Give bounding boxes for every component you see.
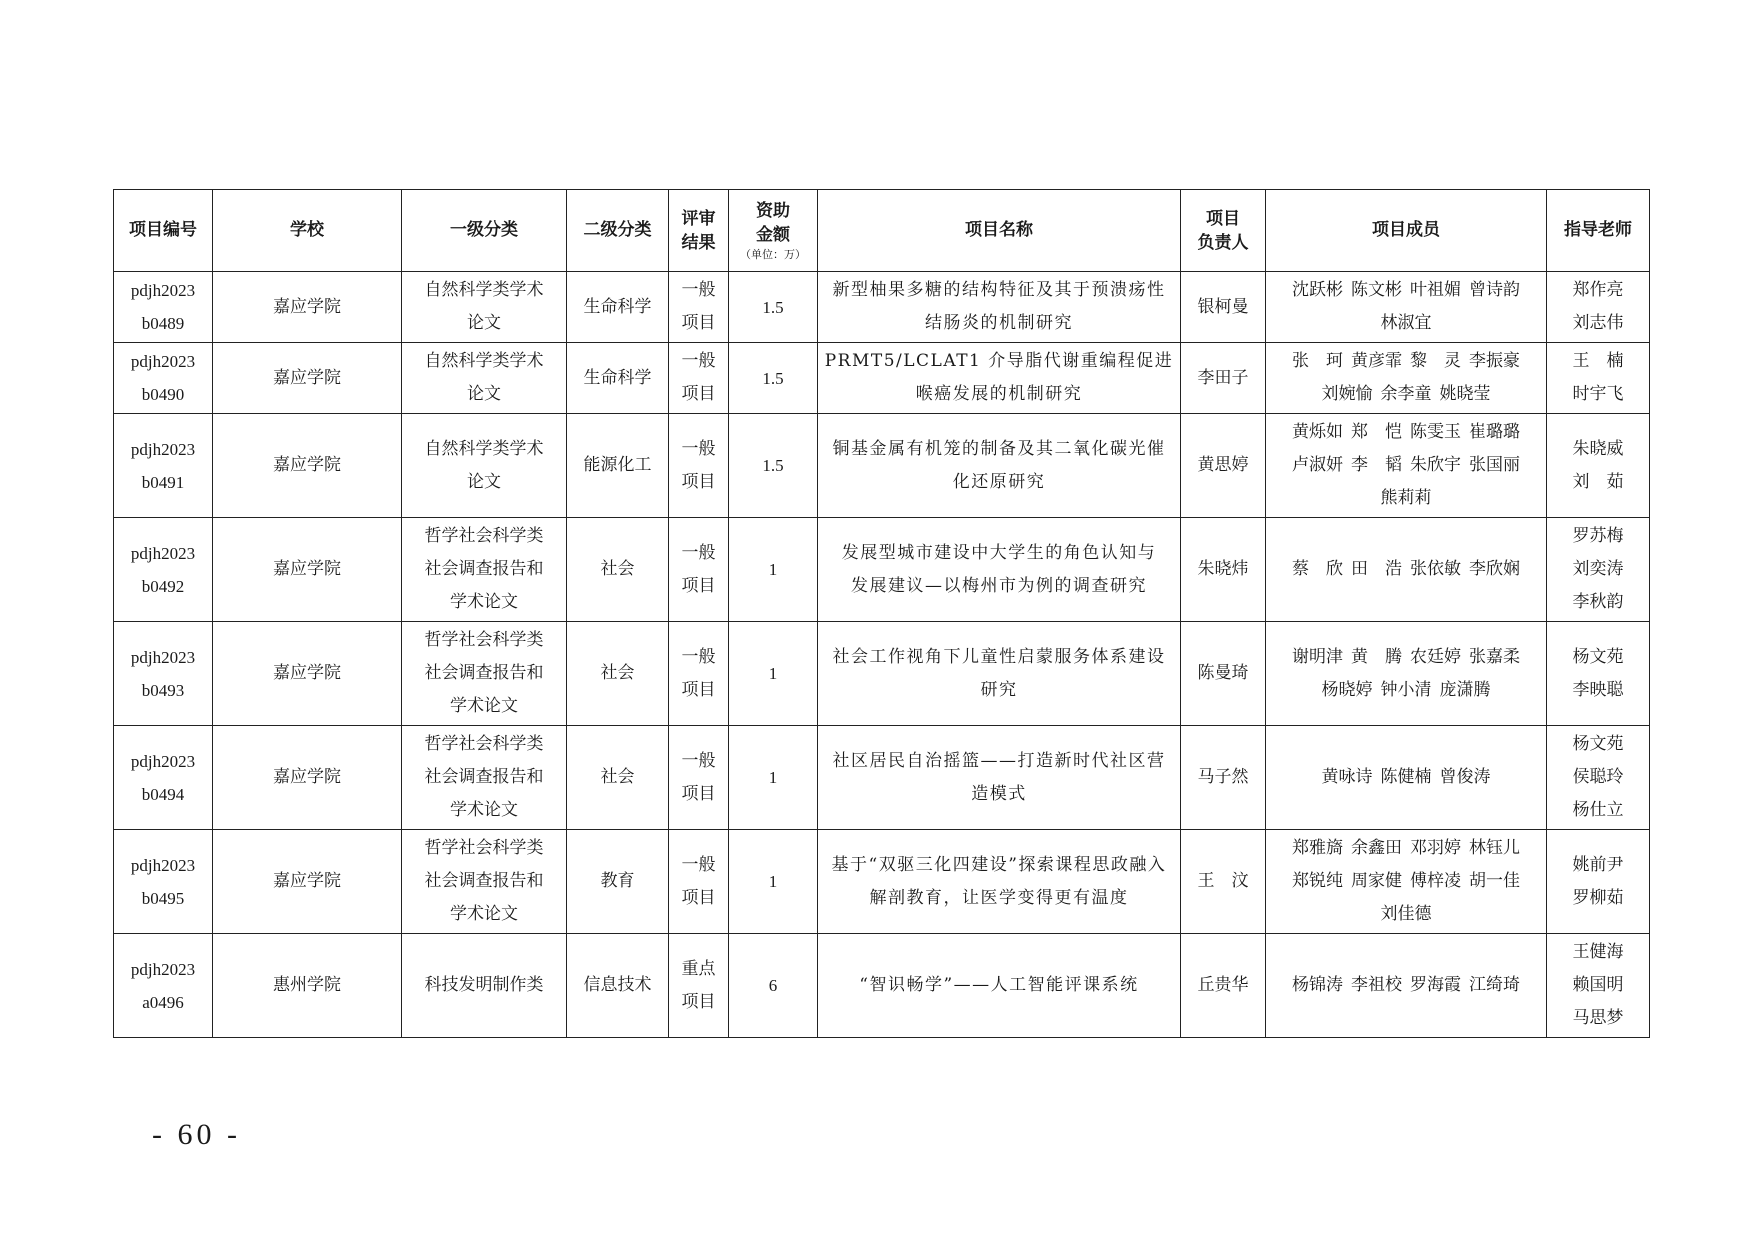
category-2-cell: 教育 <box>567 830 669 934</box>
leader-cell: 李田子 <box>1181 343 1266 414</box>
advisor-name: 王 楠 <box>1572 351 1624 371</box>
category-1-line: 学术论文 <box>450 904 518 924</box>
advisor-cell <box>1547 830 1650 934</box>
advisor-name: 杨文苑 <box>1572 734 1624 754</box>
leader-cell: 丘贵华 <box>1181 934 1266 1038</box>
category-1-line: 哲学社会科学类 <box>424 838 544 858</box>
members-cell <box>1266 726 1547 830</box>
member-name: 田 浩 <box>1351 559 1402 579</box>
member-name: 郑雅旖 <box>1292 838 1343 858</box>
project-name-cell <box>818 272 1181 343</box>
table-row <box>114 518 1650 622</box>
result-cell <box>669 343 729 414</box>
member-name: 胡一佳 <box>1469 871 1520 891</box>
member-name: 黄烁如 <box>1292 422 1343 442</box>
advisor-name: 刘奕涛 <box>1572 559 1624 579</box>
amount-cell: 1.5 <box>729 343 818 414</box>
project-name-line: 基于“双驱三化四建设”探索课程思政融入 <box>831 854 1167 875</box>
project-table <box>113 189 1650 1038</box>
table-row <box>114 414 1650 518</box>
project-code-cell <box>114 622 213 726</box>
header-school: 学校 <box>213 190 402 272</box>
member-name: 卢淑妍 <box>1292 455 1343 475</box>
header-result-line: 结果 <box>681 232 716 253</box>
member-name: 陈雯玉 <box>1410 422 1461 442</box>
header-amount-unit: （单位：万） <box>740 247 806 261</box>
member-name: 周家健 <box>1351 871 1402 891</box>
school-cell: 嘉应学院 <box>213 272 402 343</box>
project-code-line: pdjh2023 <box>130 751 196 771</box>
advisor-name: 姚前尹 <box>1572 854 1624 875</box>
project-name-line: 解剖教育，让医学变得更有温度 <box>869 887 1129 908</box>
advisor-name: 杨文苑 <box>1572 646 1624 667</box>
header-amount-line: 金额 <box>756 224 790 245</box>
category-1-line: 论文 <box>467 384 501 404</box>
result-line: 项目 <box>681 991 716 1012</box>
project-name-cell <box>818 934 1181 1038</box>
category-1-line: 自然科学类学术 <box>424 438 544 459</box>
project-code-line: b0492 <box>141 576 185 596</box>
category-2-cell: 生命科学 <box>567 272 669 343</box>
header-leader-line: 项目 <box>1206 208 1240 229</box>
member-name: 余鑫田 <box>1351 838 1402 858</box>
project-name-line: 发展建议—以梅州市为例的调查研究 <box>851 575 1147 596</box>
member-name: 叶祖媚 <box>1410 280 1461 300</box>
table-row <box>114 830 1650 934</box>
leader-cell: 王 汶 <box>1181 830 1266 934</box>
leader-cell: 黄思婷 <box>1181 414 1266 518</box>
member-name: 蔡 欣 <box>1292 559 1343 579</box>
result-line: 项目 <box>681 887 716 908</box>
result-cell <box>669 272 729 343</box>
project-name-line: 新型柚果多糖的结构特征及其于预溃疡性 <box>832 280 1166 300</box>
member-name: 曾俊涛 <box>1439 767 1491 787</box>
members-cell <box>1266 343 1547 414</box>
member-name: 李振豪 <box>1469 351 1520 371</box>
category-1-cell <box>402 272 567 343</box>
category-1-line: 学术论文 <box>450 800 518 820</box>
member-name: 刘婉愉 <box>1321 384 1373 404</box>
members-cell <box>1266 622 1547 726</box>
category-1-cell <box>402 414 567 518</box>
project-name-line: “智识畅学”——人工智能评课系统 <box>859 975 1139 995</box>
member-name: 张 珂 <box>1292 351 1343 371</box>
project-code-line: pdjh2023 <box>130 959 196 979</box>
advisor-name: 赖国明 <box>1572 975 1624 995</box>
category-1-line: 论文 <box>467 313 501 333</box>
member-name: 李 韬 <box>1351 455 1402 475</box>
project-code-line: a0496 <box>142 992 184 1012</box>
advisor-name: 杨仕立 <box>1572 800 1624 820</box>
category-1-line: 哲学社会科学类 <box>424 526 544 546</box>
members-line <box>1272 449 1540 482</box>
members-cell <box>1266 272 1547 343</box>
category-1-line: 学术论文 <box>450 696 518 716</box>
project-name-line: 铜基金属有机笼的制备及其二氧化碳光催 <box>832 438 1166 459</box>
members-line <box>1272 761 1540 794</box>
header-category-2: 二级分类 <box>567 190 669 272</box>
members-line <box>1272 641 1540 674</box>
header-leader-line: 负责人 <box>1197 232 1249 253</box>
project-code-line: b0494 <box>141 784 185 804</box>
leader-cell: 陈曼琦 <box>1181 622 1266 726</box>
category-1-cell <box>402 622 567 726</box>
member-name: 曾诗韵 <box>1469 280 1520 300</box>
category-1-cell <box>402 830 567 934</box>
member-name: 傅梓凌 <box>1410 871 1461 891</box>
category-1-line: 学术论文 <box>450 592 518 612</box>
project-code-cell <box>114 272 213 343</box>
table-row <box>114 622 1650 726</box>
member-name: 农廷婷 <box>1410 646 1461 667</box>
school-cell: 嘉应学院 <box>213 622 402 726</box>
result-cell <box>669 414 729 518</box>
member-name: 谢明津 <box>1292 646 1343 667</box>
project-name-line: 喉癌发展的机制研究 <box>915 384 1083 404</box>
project-code-line: pdjh2023 <box>130 543 196 563</box>
project-name-cell <box>818 343 1181 414</box>
advisor-name: 马思梦 <box>1572 1008 1624 1028</box>
school-cell: 惠州学院 <box>213 934 402 1038</box>
project-name-line: 社区居民自治摇篮——打造新时代社区营 <box>832 750 1166 771</box>
result-cell <box>669 622 729 726</box>
category-1-line: 哲学社会科学类 <box>424 630 544 650</box>
members-line <box>1272 416 1540 449</box>
advisor-cell <box>1547 622 1650 726</box>
result-line: 一般 <box>681 280 716 300</box>
project-code-line: b0495 <box>141 888 185 908</box>
member-name: 邓羽婷 <box>1410 838 1461 858</box>
header-members: 项目成员 <box>1266 190 1547 272</box>
header-leader <box>1181 190 1266 272</box>
members-line <box>1272 307 1540 340</box>
member-name: 李欣娴 <box>1469 559 1520 579</box>
project-code-cell <box>114 518 213 622</box>
leader-cell: 朱晓炜 <box>1181 518 1266 622</box>
members-line <box>1272 482 1540 515</box>
advisor-name: 刘 茹 <box>1572 471 1624 492</box>
advisor-name: 侯聪玲 <box>1572 767 1624 787</box>
advisor-cell <box>1547 934 1650 1038</box>
result-line: 项目 <box>681 384 716 404</box>
member-name: 张依敏 <box>1410 559 1461 579</box>
advisor-name: 李映聪 <box>1572 679 1624 700</box>
table-row <box>114 726 1650 830</box>
member-name: 罗海霞 <box>1410 975 1461 995</box>
member-name: 钟小清 <box>1380 679 1432 700</box>
project-name-line: PRMT5/LCLAT1 介导脂代谢重编程促进 <box>824 351 1174 371</box>
leader-cell: 马子然 <box>1181 726 1266 830</box>
amount-cell: 1 <box>729 518 818 622</box>
project-code-cell <box>114 726 213 830</box>
member-name: 陈健楠 <box>1380 767 1432 787</box>
amount-cell: 1 <box>729 622 818 726</box>
category-1-cell <box>402 518 567 622</box>
members-line <box>1272 969 1540 1002</box>
member-name: 陈文彬 <box>1351 280 1402 300</box>
members-line <box>1272 674 1540 707</box>
project-code-line: pdjh2023 <box>130 855 196 875</box>
member-name: 李祖校 <box>1351 975 1402 995</box>
advisor-cell <box>1547 414 1650 518</box>
header-advisor: 指导老师 <box>1547 190 1650 272</box>
advisor-name: 王健海 <box>1572 942 1624 962</box>
project-code-line: b0493 <box>141 680 185 700</box>
project-code-cell <box>114 830 213 934</box>
members-line <box>1272 865 1540 898</box>
result-line: 一般 <box>681 542 716 563</box>
result-line: 一般 <box>681 646 716 667</box>
member-name: 熊莉莉 <box>1380 488 1432 508</box>
category-2-cell: 能源化工 <box>567 414 669 518</box>
member-name: 余李童 <box>1380 384 1432 404</box>
result-line: 一般 <box>681 438 716 459</box>
project-name-line: 社会工作视角下儿童性启蒙服务体系建设 <box>832 646 1166 667</box>
header-amount <box>729 190 818 272</box>
result-line: 项目 <box>681 679 716 700</box>
result-line: 项目 <box>681 575 716 596</box>
category-2-cell: 生命科学 <box>567 343 669 414</box>
project-code-line: pdjh2023 <box>130 281 196 300</box>
category-2-cell: 社会 <box>567 622 669 726</box>
member-name: 黄 腾 <box>1351 646 1402 667</box>
result-line: 项目 <box>681 783 716 804</box>
project-code-line: b0491 <box>141 472 185 492</box>
member-name: 江绮琦 <box>1469 975 1520 995</box>
page-number: - 60 - <box>152 1118 241 1151</box>
category-1-cell <box>402 934 567 1038</box>
member-name: 郑 恺 <box>1351 422 1402 442</box>
project-name-cell <box>818 622 1181 726</box>
result-cell <box>669 934 729 1038</box>
amount-cell: 1.5 <box>729 414 818 518</box>
member-name: 黄彦霏 <box>1351 351 1402 371</box>
member-name: 杨锦涛 <box>1292 975 1343 995</box>
result-line: 项目 <box>681 471 716 492</box>
advisor-name: 罗苏梅 <box>1572 526 1624 546</box>
header-result-line: 评审 <box>681 208 716 229</box>
members-cell <box>1266 518 1547 622</box>
project-code-line: b0489 <box>141 314 185 333</box>
category-1-line: 社会调查报告和 <box>424 663 544 683</box>
project-code-line: pdjh2023 <box>130 439 196 459</box>
category-1-line: 社会调查报告和 <box>424 559 544 579</box>
amount-cell: 1 <box>729 726 818 830</box>
advisor-cell <box>1547 343 1650 414</box>
member-name: 姚晓莹 <box>1439 384 1491 404</box>
advisor-name: 朱晓威 <box>1572 438 1624 459</box>
category-1-line: 社会调查报告和 <box>424 871 544 891</box>
category-2-cell: 社会 <box>567 518 669 622</box>
member-name: 黎 灵 <box>1410 351 1461 371</box>
member-name: 林淑宜 <box>1380 313 1432 333</box>
members-line <box>1272 274 1540 307</box>
project-code-cell <box>114 414 213 518</box>
table-row <box>114 343 1650 414</box>
member-name: 刘佳德 <box>1380 904 1432 924</box>
member-name: 庞潇腾 <box>1439 679 1491 700</box>
project-code-cell <box>114 934 213 1038</box>
result-line: 一般 <box>681 750 716 771</box>
table-body <box>114 272 1650 1038</box>
category-2-cell: 社会 <box>567 726 669 830</box>
advisor-cell <box>1547 726 1650 830</box>
project-name-line: 结肠炎的机制研究 <box>925 313 1073 333</box>
member-name: 郑锐纯 <box>1292 871 1343 891</box>
category-1-line: 论文 <box>467 471 501 492</box>
members-line <box>1272 832 1540 865</box>
project-name-line: 研究 <box>980 679 1018 700</box>
header-row <box>114 190 1650 272</box>
advisor-name: 李秋韵 <box>1572 592 1624 612</box>
project-name-line: 化还原研究 <box>952 471 1046 492</box>
members-cell <box>1266 414 1547 518</box>
amount-cell: 1.5 <box>729 272 818 343</box>
result-cell <box>669 518 729 622</box>
project-name-cell <box>818 518 1181 622</box>
leader-cell: 银柯曼 <box>1181 272 1266 343</box>
project-name-line: 发展型城市建设中大学生的角色认知与 <box>841 542 1157 563</box>
member-name: 沈跃彬 <box>1292 280 1343 300</box>
amount-cell: 1 <box>729 830 818 934</box>
advisor-name: 刘志伟 <box>1572 313 1624 333</box>
project-code-line: pdjh2023 <box>130 647 196 667</box>
result-line: 一般 <box>681 854 716 875</box>
members-cell <box>1266 934 1547 1038</box>
category-1-line: 自然科学类学术 <box>424 351 544 371</box>
school-cell: 嘉应学院 <box>213 343 402 414</box>
project-code-line: pdjh2023 <box>130 352 196 371</box>
member-name: 朱欣宇 <box>1410 455 1461 475</box>
category-1-line: 自然科学类学术 <box>424 280 544 300</box>
category-1-line: 社会调查报告和 <box>424 767 544 787</box>
result-line: 项目 <box>681 313 716 333</box>
project-name-line: 造模式 <box>971 783 1027 804</box>
project-code-line: b0490 <box>141 385 185 404</box>
advisor-cell <box>1547 272 1650 343</box>
result-cell <box>669 830 729 934</box>
category-2-cell: 信息技术 <box>567 934 669 1038</box>
category-1-line: 哲学社会科学类 <box>424 734 544 754</box>
member-name: 杨晓婷 <box>1321 679 1373 700</box>
header-result <box>669 190 729 272</box>
table-row <box>114 934 1650 1038</box>
member-name: 张嘉柔 <box>1469 646 1520 667</box>
member-name: 黄咏诗 <box>1321 767 1373 787</box>
result-line: 一般 <box>681 351 716 371</box>
school-cell: 嘉应学院 <box>213 726 402 830</box>
category-1-line: 科技发明制作类 <box>424 975 544 995</box>
advisor-name: 时宇飞 <box>1572 384 1624 404</box>
school-cell: 嘉应学院 <box>213 830 402 934</box>
header-category-1: 一级分类 <box>402 190 567 272</box>
members-line <box>1272 378 1540 411</box>
advisor-cell <box>1547 518 1650 622</box>
project-name-cell <box>818 414 1181 518</box>
result-cell <box>669 726 729 830</box>
advisor-name: 罗柳茹 <box>1572 887 1624 908</box>
members-cell <box>1266 830 1547 934</box>
member-name: 张国丽 <box>1469 455 1520 475</box>
table-row <box>114 272 1650 343</box>
member-name: 林钰儿 <box>1469 838 1520 858</box>
members-line <box>1272 553 1540 586</box>
advisor-name: 郑作亮 <box>1572 280 1624 300</box>
header-name: 项目名称 <box>818 190 1181 272</box>
result-line: 重点 <box>681 958 716 979</box>
school-cell: 嘉应学院 <box>213 414 402 518</box>
project-name-cell <box>818 726 1181 830</box>
project-name-cell <box>818 830 1181 934</box>
category-1-cell <box>402 343 567 414</box>
amount-cell: 6 <box>729 934 818 1038</box>
members-line <box>1272 898 1540 931</box>
project-code-cell <box>114 343 213 414</box>
school-cell: 嘉应学院 <box>213 518 402 622</box>
header-amount-line: 资助 <box>756 200 790 221</box>
members-line <box>1272 345 1540 378</box>
member-name: 崔璐璐 <box>1469 422 1520 442</box>
category-1-cell <box>402 726 567 830</box>
header-code: 项目编号 <box>114 190 213 272</box>
